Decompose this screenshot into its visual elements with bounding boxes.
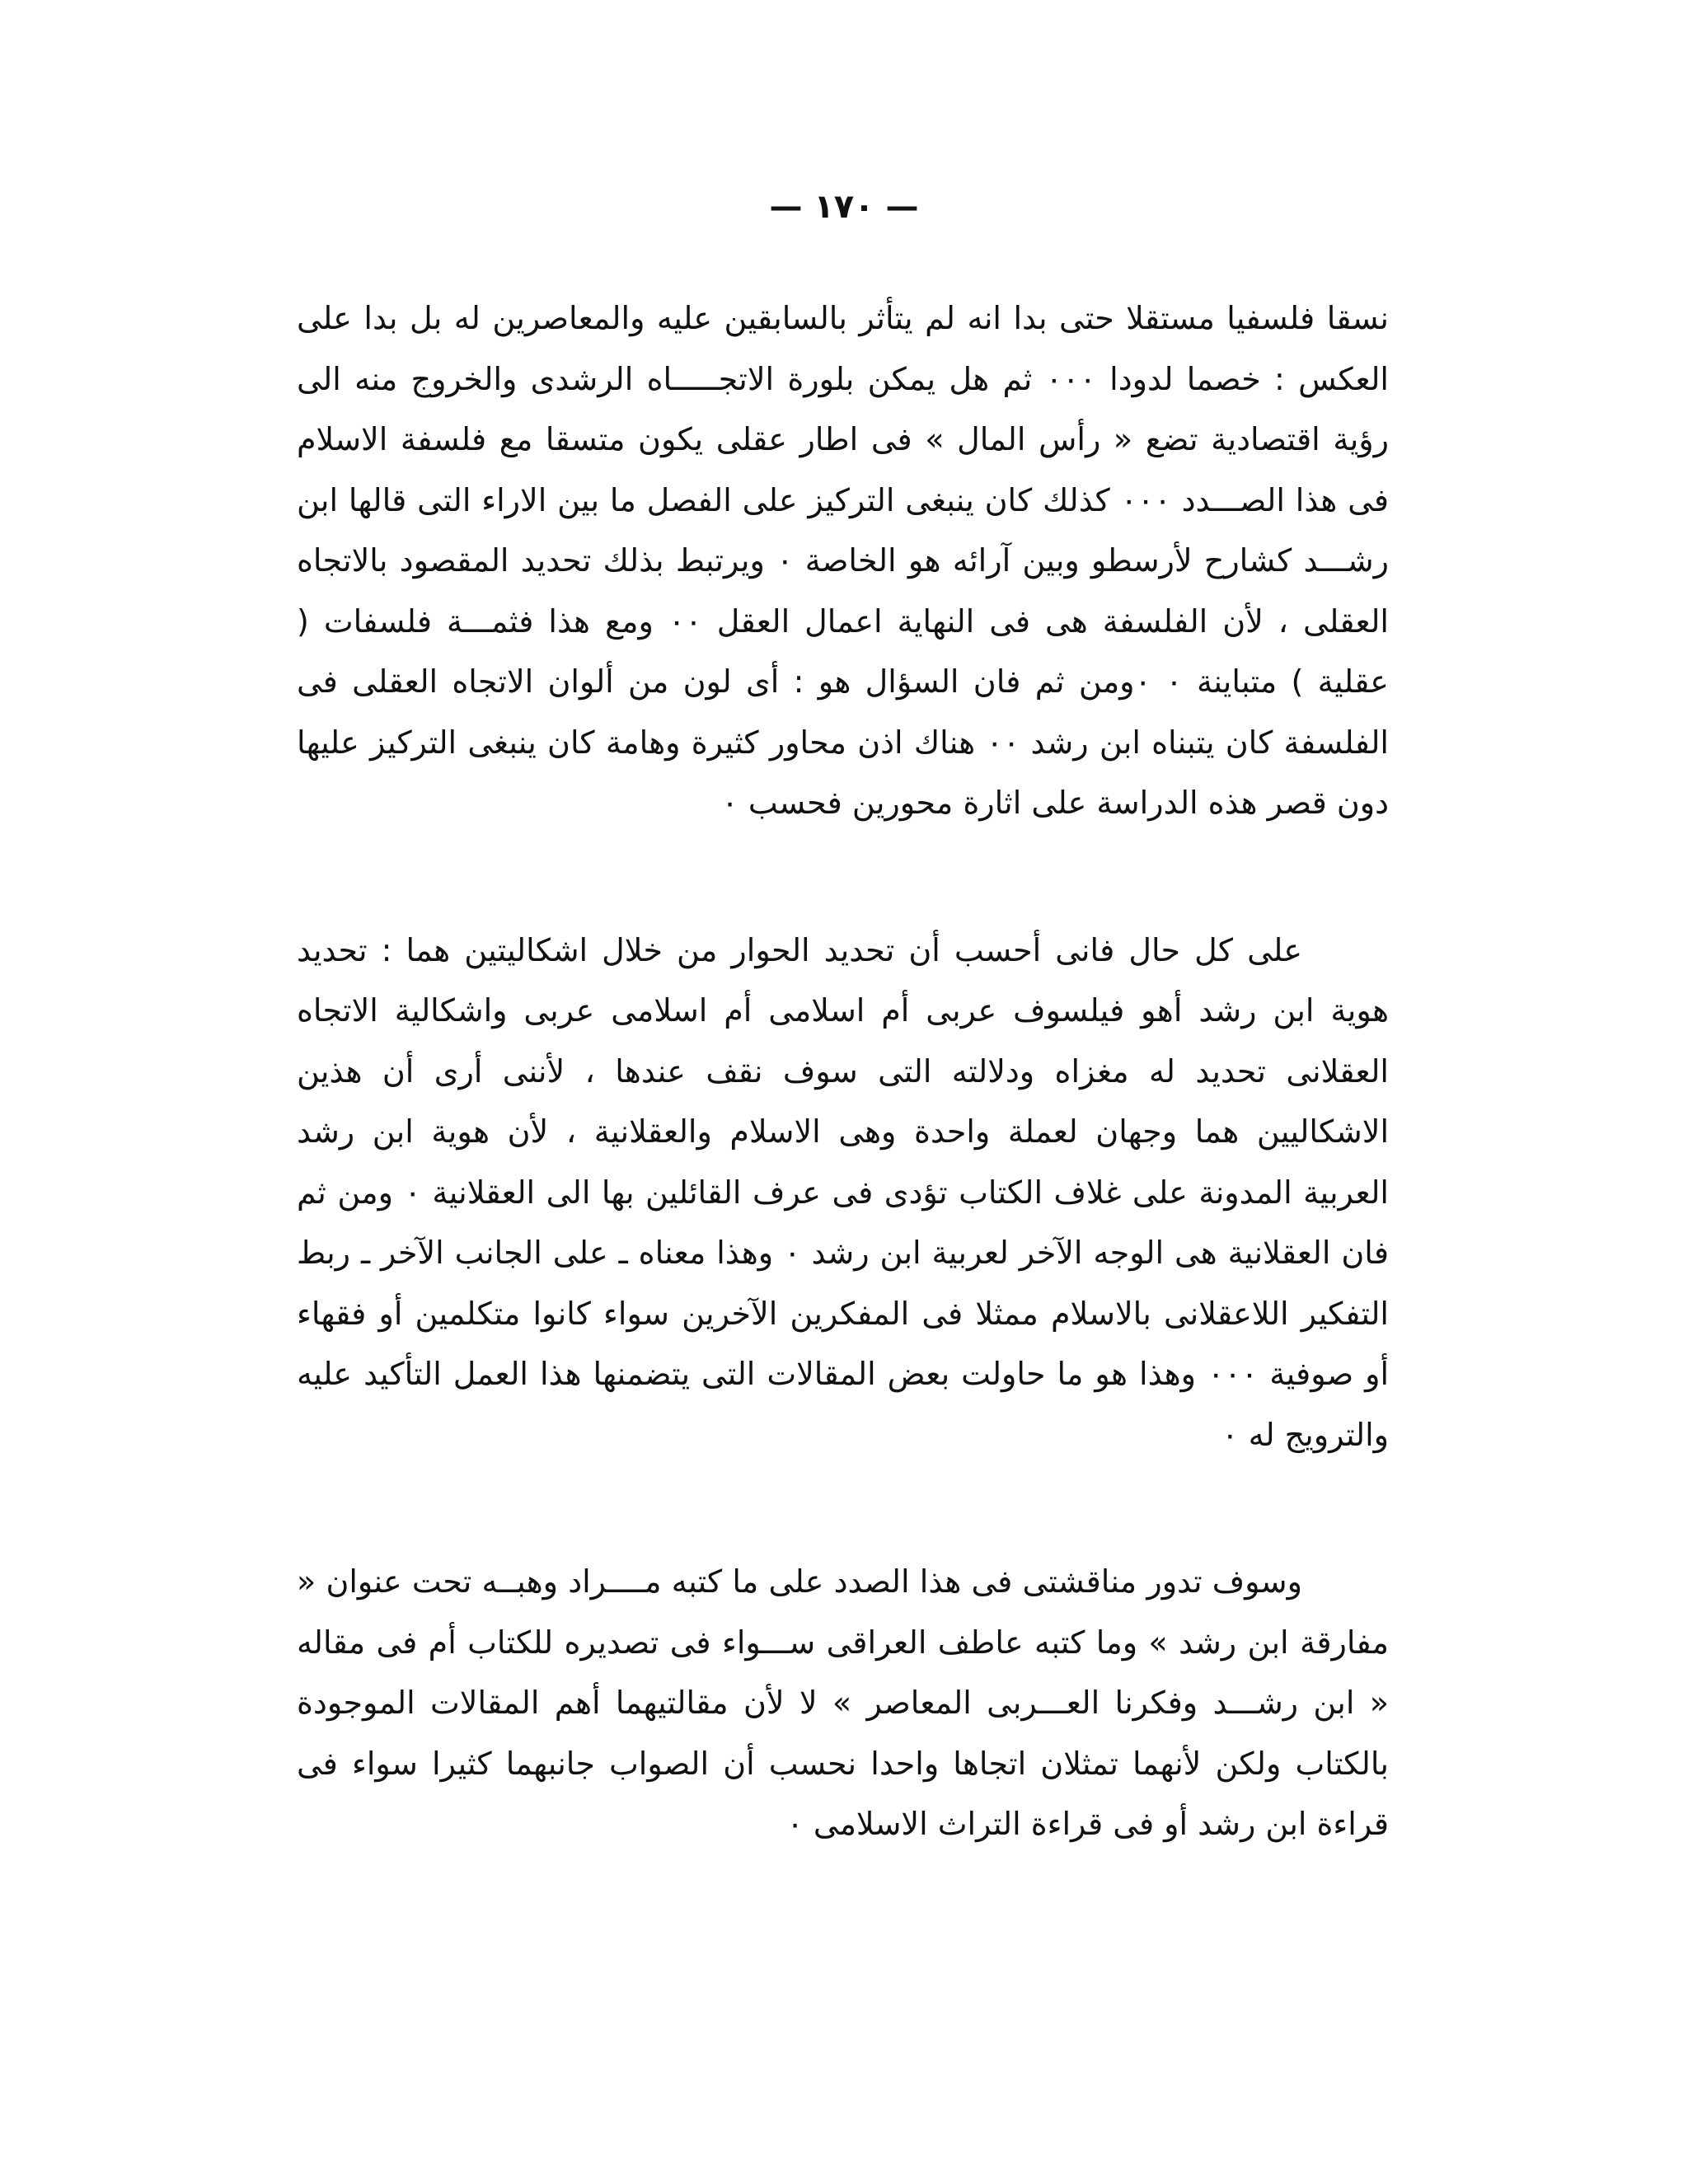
paragraph-3: وسوف تدور مناقشتى فى هذا الصدد على ما كتبه مــــراد وهبــه تحت عنوان « مفارقة ابن رشد » وما كتبه عاطف العراقى ســـواء فى تصديره للكتاب أم فى مقاله « ابن رشـــد وفكرنا العـــربى المعاصر » لا لأن مقالتيهما أهم المقالات الموجودة بالكتاب ولكن لأنهما تمثلان اتجاها واحدا نحسب أن الصواب جانبهما كثيرا سواء فى قراءة ابن رشد أو فى قراءة التراث الاسلامى ٠ [297, 1563, 1389, 1842]
paragraph-1: نسقا فلسفيا مستقلا حتى بدا انه لم يتأثر بالسابقين عليه والمعاصرين له بل بدا على العكس : خصما لدودا ٠٠٠ ثم هل يمكن بلورة الاتجـــــاه الرشدى والخروج منه الى رؤية اقتصادية تضع « رأس المال » فى اطار عقلى يكون متسقا مع فلسفة الاسلام فى هذا الصـــدد ٠٠٠ كذلك كان ينبغى التركيز على الفصل ما بين الاراء التى قالها ابن رشـــد كشارح لأرسطو وبين آرائه هو الخاصة ٠ ويرتبط بذلك تحديد المقصود بالاتجاه العقلى ، لأن الفلسفة هى فى النهاية اعمال العقل ٠٠ ومع هذا فثمـــة فلسفات ( عقلية ) متباينة ٠ ٠ومن ثم فان السؤال هو : أى لون من ألوان الاتجاه العقلى فى الفلسفة كان يتبناه ابن رشد ٠٠ هناك اذن محاور كثيرة وهامة كان ينبغى التركيز عليها دون قصر هذه الدراسة على اثارة محورين فحسب ٠ [297, 300, 1389, 821]
paragraph-2: على كل حال فانى أحسب أن تحديد الحوار من خلال اشكاليتين هما : تحديد هوية ابن رشد أهو فيلسوف عربى أم اسلامى أم اسلامى عربى واشكالية الاتجاه العقلانى تحديد له مغزاه ودلالته التى سوف نقف عندها ، لأننى أرى أن هذين الاشكاليين هما وجهان لعملة واحدة وهى الاسلام والعقلانية ، لأن هوية ابن رشد العربية المدونة على غلاف الكتاب تؤدى فى عرف القائلين بها الى العقلانية ٠ ومن ثم فان العقلانية هى الوجه الآخر لعربية ابن رشد ٠ وهذا معناه ـ على الجانب الآخر ـ ربط التفكير اللاعقلانى بالاسلام ممثلا فى المفكرين الآخرين سواء كانوا متكلمين أو فقهاء أو صوفية ٠٠٠ وهذا هو ما حاولت بعض المقالات التى يتضمنها هذا العمل التأكيد عليه والترويج له ٠ [297, 931, 1390, 1453]
body-text [297, 288, 1389, 1855]
page-number: — ١٧٠ — [769, 188, 919, 226]
